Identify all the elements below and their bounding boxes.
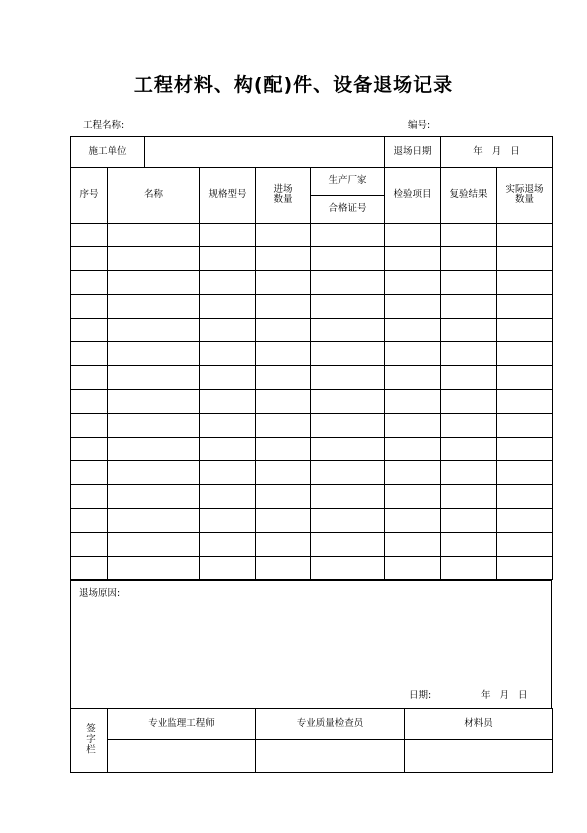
table-cell[interactable] [311, 223, 385, 247]
table-cell[interactable] [200, 318, 256, 342]
col-actual-out-header [497, 167, 553, 223]
table-row [71, 461, 553, 485]
table-row [71, 437, 553, 461]
table-cell[interactable] [200, 556, 256, 580]
table-cell[interactable] [71, 437, 108, 461]
table-cell[interactable] [311, 247, 385, 271]
role-supervisor-label: 专业监理工程师 [108, 709, 256, 740]
table-cell[interactable] [497, 294, 553, 318]
table-cell[interactable] [71, 342, 108, 366]
table-cell[interactable] [200, 247, 256, 271]
table-cell[interactable] [311, 413, 385, 437]
col-qty-in-header [256, 167, 311, 223]
table-cell[interactable] [200, 485, 256, 509]
table-row [71, 532, 553, 556]
table-cell[interactable] [71, 461, 108, 485]
table-cell[interactable] [311, 532, 385, 556]
table-cell[interactable] [497, 342, 553, 366]
table-cell[interactable] [256, 413, 311, 437]
table-cell[interactable] [385, 532, 441, 556]
table-row [71, 485, 553, 509]
table-cell[interactable] [71, 271, 108, 295]
table-cell[interactable] [256, 485, 311, 509]
table-cell[interactable] [311, 294, 385, 318]
table-cell[interactable] [497, 413, 553, 437]
table-cell[interactable] [200, 294, 256, 318]
table-cell[interactable] [108, 461, 200, 485]
table-cell[interactable] [441, 485, 497, 509]
table-cell[interactable] [71, 509, 108, 533]
table-cell[interactable] [256, 318, 311, 342]
col-recheck-header: 复验结果 [441, 167, 497, 223]
signature-field-quality-inspector[interactable] [256, 740, 405, 773]
table-cell[interactable] [256, 247, 311, 271]
page-title: 工程材料、构(配)件、设备退场记录 [133, 74, 454, 96]
table-row [71, 366, 553, 390]
table-cell[interactable] [200, 532, 256, 556]
col-actual-out-line1: 实际退场 [505, 183, 544, 195]
table-cell[interactable] [311, 342, 385, 366]
role-material-clerk-label: 材料员 [405, 709, 553, 740]
table-cell[interactable] [385, 271, 441, 295]
table-cell[interactable] [200, 413, 256, 437]
reason-date-ymd: 年 月 日 [481, 690, 528, 701]
reason-cell[interactable] [71, 581, 552, 709]
table-cell[interactable] [71, 294, 108, 318]
table-cell[interactable] [71, 532, 108, 556]
table-cell[interactable] [385, 390, 441, 414]
table-cell[interactable] [385, 223, 441, 247]
table-cell[interactable] [200, 366, 256, 390]
table-cell[interactable] [441, 318, 497, 342]
table-cell[interactable] [441, 342, 497, 366]
col-qty-in-line1: 进场 [273, 183, 293, 195]
table-cell[interactable] [385, 556, 441, 580]
table-cell[interactable] [497, 271, 553, 295]
table-row [71, 342, 553, 366]
table-cell[interactable] [108, 390, 200, 414]
signature-label-cell [71, 709, 108, 773]
signature-label: 签字栏 [83, 723, 95, 755]
table-cell[interactable] [441, 556, 497, 580]
signature-table [70, 708, 553, 773]
table-cell[interactable] [256, 390, 311, 414]
table-cell[interactable] [497, 223, 553, 247]
table-cell[interactable] [108, 437, 200, 461]
reason-label: 退场原因: [79, 588, 121, 599]
table-cell[interactable] [497, 532, 553, 556]
table-cell[interactable] [385, 318, 441, 342]
exit-date-label: 退场日期 [385, 137, 441, 168]
table-cell[interactable] [385, 247, 441, 271]
table-cell[interactable] [441, 413, 497, 437]
table-cell[interactable] [108, 509, 200, 533]
col-certificate-header: 合格证号 [311, 195, 385, 223]
table-cell[interactable] [385, 509, 441, 533]
table-cell[interactable] [71, 223, 108, 247]
table-cell[interactable] [108, 271, 200, 295]
table-row [71, 294, 553, 318]
table-cell[interactable] [385, 342, 441, 366]
table-cell[interactable] [108, 366, 200, 390]
table-cell[interactable] [311, 318, 385, 342]
table-cell[interactable] [441, 461, 497, 485]
table-cell[interactable] [311, 437, 385, 461]
table-cell[interactable] [497, 437, 553, 461]
table-cell[interactable] [71, 485, 108, 509]
reason-date-label: 日期: [409, 690, 432, 701]
table-cell[interactable] [385, 485, 441, 509]
table-cell[interactable] [441, 294, 497, 318]
table-cell[interactable] [385, 413, 441, 437]
table-row [71, 390, 553, 414]
table-cell[interactable] [311, 461, 385, 485]
table-cell[interactable] [200, 390, 256, 414]
table-row [71, 247, 553, 271]
signature-field-material-clerk[interactable] [405, 740, 553, 773]
table-cell[interactable] [108, 247, 200, 271]
table-cell[interactable] [497, 366, 553, 390]
table-cell[interactable] [200, 342, 256, 366]
table-cell[interactable] [497, 247, 553, 271]
table-row [71, 318, 553, 342]
table-cell[interactable] [200, 437, 256, 461]
col-actual-out-line2: 数量 [514, 193, 534, 205]
table-cell[interactable] [71, 318, 108, 342]
table-cell[interactable] [200, 461, 256, 485]
col-name-header: 名称 [108, 167, 200, 223]
table-cell[interactable] [256, 294, 311, 318]
table-cell[interactable] [108, 294, 200, 318]
table-cell[interactable] [108, 532, 200, 556]
col-inspection-header: 检验项目 [385, 167, 441, 223]
table-row [71, 556, 553, 580]
header-table [70, 136, 553, 168]
table-cell[interactable] [71, 390, 108, 414]
table-cell[interactable] [108, 342, 200, 366]
table-cell[interactable] [497, 390, 553, 414]
table-cell[interactable] [385, 366, 441, 390]
table-cell[interactable] [108, 318, 200, 342]
unit-value-field[interactable] [145, 137, 385, 168]
table-cell[interactable] [256, 556, 311, 580]
col-manufacturer-header: 生产厂家 [311, 167, 385, 195]
table-cell[interactable] [256, 223, 311, 247]
table-cell[interactable] [256, 532, 311, 556]
table-cell[interactable] [256, 271, 311, 295]
table-cell[interactable] [200, 223, 256, 247]
role-quality-inspector-label: 专业质量检查员 [256, 709, 405, 740]
table-cell[interactable] [108, 485, 200, 509]
exit-date-field[interactable]: 年 月 日 [441, 137, 553, 168]
table-cell[interactable] [256, 437, 311, 461]
table-cell[interactable] [256, 342, 311, 366]
table-cell[interactable] [200, 271, 256, 295]
table-row [71, 509, 553, 533]
table-cell[interactable] [71, 413, 108, 437]
table-cell[interactable] [256, 509, 311, 533]
table-cell[interactable] [441, 223, 497, 247]
table-cell[interactable] [71, 247, 108, 271]
number-label: 编号: [408, 120, 431, 131]
table-row [71, 413, 553, 437]
table-row [71, 223, 553, 247]
table-cell[interactable] [441, 271, 497, 295]
col-qty-in-line2: 数量 [273, 193, 293, 205]
table-cell[interactable] [311, 390, 385, 414]
reason-table [70, 580, 552, 709]
table-cell[interactable] [311, 366, 385, 390]
col-seq-header: 序号 [71, 167, 108, 223]
table-cell[interactable] [311, 485, 385, 509]
project-name-label: 工程名称: [83, 120, 125, 131]
table-cell[interactable] [385, 294, 441, 318]
table-cell[interactable] [71, 366, 108, 390]
table-cell[interactable] [441, 437, 497, 461]
table-cell[interactable] [385, 437, 441, 461]
table-row [71, 271, 553, 295]
table-cell[interactable] [311, 509, 385, 533]
table-cell[interactable] [497, 318, 553, 342]
table-cell[interactable] [108, 413, 200, 437]
table-cell[interactable] [497, 509, 553, 533]
unit-label: 施工单位 [71, 137, 145, 168]
table-cell[interactable] [200, 509, 256, 533]
table-cell[interactable] [311, 271, 385, 295]
col-spec-header: 规格型号 [200, 167, 256, 223]
table-cell[interactable] [71, 556, 108, 580]
table-cell[interactable] [441, 247, 497, 271]
materials-table [70, 167, 553, 580]
table-cell[interactable] [108, 223, 200, 247]
table-cell[interactable] [385, 461, 441, 485]
table-cell[interactable] [497, 556, 553, 580]
table-cell[interactable] [441, 532, 497, 556]
table-cell[interactable] [497, 485, 553, 509]
table-cell[interactable] [256, 366, 311, 390]
table-cell[interactable] [441, 509, 497, 533]
table-cell[interactable] [441, 390, 497, 414]
table-cell[interactable] [497, 461, 553, 485]
table-cell[interactable] [441, 366, 497, 390]
table-cell[interactable] [311, 556, 385, 580]
signature-field-supervisor[interactable] [108, 740, 256, 773]
table-cell[interactable] [256, 461, 311, 485]
table-cell[interactable] [108, 556, 200, 580]
